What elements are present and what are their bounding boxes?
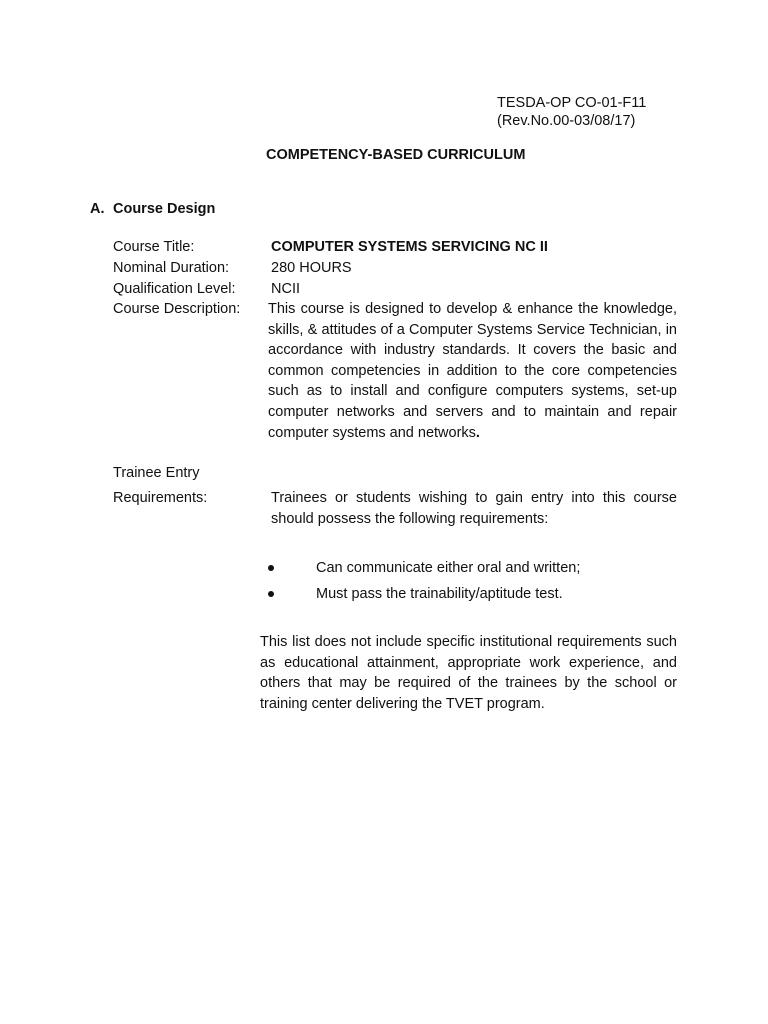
nominal-duration-value: 280 HOURS: [271, 260, 352, 276]
section-title: Course Design: [113, 201, 216, 217]
institutional-requirements-note: This list does not include specific institutional requirements such as educational attainment, appropriate work experience, and others that may be required of the trainees by the school or training center delivering the TVET program.: [260, 634, 677, 712]
bullet-icon: [268, 591, 274, 597]
nominal-duration-label: Nominal Duration:: [113, 260, 230, 276]
section-marker: A.: [90, 201, 105, 217]
course-description-text: [268, 299, 677, 443]
course-description-end: .: [475, 424, 480, 441]
revision-number: (Rev.No.00-03/08/17): [497, 113, 636, 129]
course-description-body: This course is designed to develop & enhance the knowledge, skills, & attitudes of a Computer Systems Service Technician, in accordance with industry standards. It covers the basic and common competencies in addition to the core competencies such as to install and configure computers systems, set-up computer networks and servers and to maintain and repair computer systems and networks: [268, 301, 677, 441]
requirements-label: Requirements:: [113, 490, 208, 506]
document-title: COMPETENCY-BASED CURRICULUM: [266, 147, 526, 163]
course-title-value: COMPUTER SYSTEMS SERVICING NC II: [271, 239, 548, 255]
trainee-entry-label: Trainee Entry: [113, 465, 200, 481]
course-title-label: Course Title:: [113, 239, 195, 255]
qualification-level-value: NCII: [271, 281, 300, 297]
bullet-icon: [268, 565, 274, 571]
form-code: TESDA-OP CO-01-F11: [497, 95, 647, 111]
trainee-entry-intro: Trainees or students wishing to gain entry into this course should possess the following requirements:: [271, 490, 677, 527]
requirement-text: Can communicate either oral and written;: [316, 560, 581, 576]
requirement-text: Must pass the trainability/aptitude test.: [316, 586, 563, 602]
course-description-label: Course Description:: [113, 301, 241, 317]
qualification-level-label: Qualification Level:: [113, 281, 236, 297]
